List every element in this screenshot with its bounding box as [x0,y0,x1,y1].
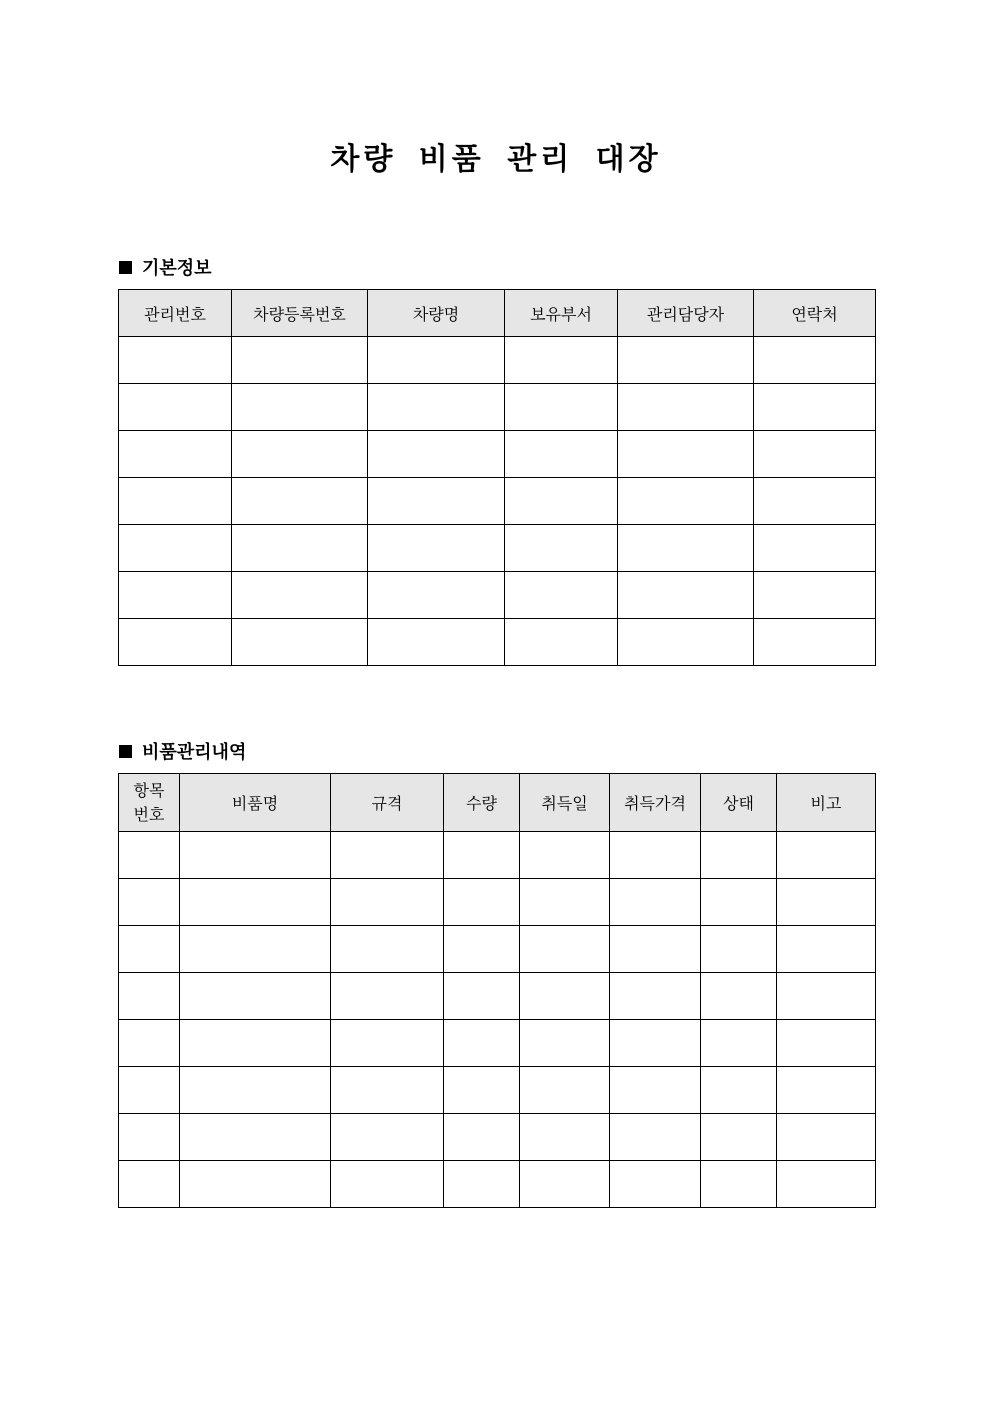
table-cell[interactable] [754,619,876,666]
column-header-acquisition-price: 취득가격 [610,774,701,832]
table-cell[interactable] [618,384,754,431]
table-cell[interactable] [119,525,232,572]
basic-info-row [119,525,876,572]
table-cell[interactable] [331,926,444,973]
basic-info-header-row [119,290,876,337]
column-header-manager: 관리담당자 [618,290,754,337]
table-cell[interactable] [232,478,368,525]
table-cell[interactable] [701,926,777,973]
table-cell[interactable] [444,1114,520,1161]
items-row [119,1020,876,1067]
basic-info-row [119,478,876,525]
table-cell[interactable] [119,431,232,478]
items-heading-label: 비품관리내역 [142,742,247,763]
basic-info-row [119,384,876,431]
items-header-row [119,774,876,832]
table-cell[interactable] [444,926,520,973]
table-cell[interactable] [331,1114,444,1161]
table-cell[interactable] [505,572,618,619]
table-cell[interactable] [368,478,505,525]
table-cell[interactable] [520,1161,610,1208]
column-header-management-number: 관리번호 [119,290,232,337]
items-row [119,1114,876,1161]
table-cell[interactable] [701,879,777,926]
table-cell[interactable] [610,1161,701,1208]
table-cell[interactable] [754,572,876,619]
table-cell[interactable] [610,926,701,973]
table-cell[interactable] [520,832,610,879]
table-cell[interactable] [119,973,180,1020]
column-header-specification: 규격 [331,774,444,832]
table-cell[interactable] [701,973,777,1020]
table-cell[interactable] [777,1020,876,1067]
table-cell[interactable] [701,1067,777,1114]
table-cell[interactable] [368,525,505,572]
items-row [119,1067,876,1114]
basic-info-row [119,572,876,619]
table-cell[interactable] [119,1161,180,1208]
table-cell[interactable] [180,926,331,973]
items-table [118,773,876,1208]
table-cell[interactable] [520,1020,610,1067]
column-header-vehicle-name: 차량명 [368,290,505,337]
table-cell[interactable] [180,1020,331,1067]
table-cell[interactable] [618,431,754,478]
table-cell[interactable] [119,926,180,973]
table-cell[interactable] [610,1067,701,1114]
table-cell[interactable] [331,1161,444,1208]
items-heading [119,738,246,764]
items-row [119,1161,876,1208]
table-cell[interactable] [520,1067,610,1114]
table-cell[interactable] [331,1067,444,1114]
table-cell[interactable] [180,1161,331,1208]
table-cell[interactable] [754,384,876,431]
table-cell[interactable] [505,619,618,666]
table-cell[interactable] [777,926,876,973]
table-cell[interactable] [777,1161,876,1208]
table-cell[interactable] [618,525,754,572]
table-cell[interactable] [618,619,754,666]
column-header-quantity: 수량 [444,774,520,832]
table-cell[interactable] [610,879,701,926]
table-cell[interactable] [368,337,505,384]
table-cell[interactable] [119,337,232,384]
table-cell[interactable] [444,832,520,879]
table-cell[interactable] [232,525,368,572]
table-cell[interactable] [777,879,876,926]
table-cell[interactable] [610,1114,701,1161]
table-cell[interactable] [119,1114,180,1161]
table-cell[interactable] [331,879,444,926]
table-cell[interactable] [505,525,618,572]
items-row [119,926,876,973]
table-cell[interactable] [618,337,754,384]
column-header-contact: 연락처 [754,290,876,337]
table-cell[interactable] [520,926,610,973]
table-cell[interactable] [610,832,701,879]
table-cell[interactable] [610,973,701,1020]
page-title: 차량 비품 관리 대장 [330,142,662,177]
table-cell[interactable] [777,832,876,879]
table-cell[interactable] [444,1161,520,1208]
basic-info-row [119,431,876,478]
basic-info-row [119,337,876,384]
column-header-item-name: 비품명 [180,774,331,832]
table-cell[interactable] [331,832,444,879]
table-cell[interactable] [505,431,618,478]
column-header-remarks: 비고 [777,774,876,832]
table-cell[interactable] [777,973,876,1020]
table-cell[interactable] [701,832,777,879]
table-cell[interactable] [331,973,444,1020]
table-cell[interactable] [777,1067,876,1114]
table-cell[interactable] [754,337,876,384]
items-row [119,832,876,879]
items-row [119,973,876,1020]
table-cell[interactable] [331,1020,444,1067]
table-cell[interactable] [754,478,876,525]
column-header-owning-department: 보유부서 [505,290,618,337]
table-cell[interactable] [505,384,618,431]
table-cell[interactable] [610,1020,701,1067]
table-cell[interactable] [520,973,610,1020]
table-cell[interactable] [520,879,610,926]
table-cell[interactable] [232,337,368,384]
table-cell[interactable] [701,1020,777,1067]
square-bullet-icon [119,261,132,274]
table-cell[interactable] [180,973,331,1020]
table-cell[interactable] [444,973,520,1020]
table-cell[interactable] [777,1114,876,1161]
table-cell[interactable] [368,384,505,431]
table-cell[interactable] [232,384,368,431]
table-cell[interactable] [119,478,232,525]
table-cell[interactable] [505,337,618,384]
table-cell[interactable] [232,431,368,478]
table-cell[interactable] [618,478,754,525]
square-bullet-icon [119,745,132,758]
basic-info-heading [119,254,212,280]
table-cell[interactable] [444,1067,520,1114]
basic-info-table [118,289,876,666]
table-cell[interactable] [368,619,505,666]
table-cell[interactable] [368,431,505,478]
table-cell[interactable] [754,431,876,478]
table-cell[interactable] [505,478,618,525]
table-cell[interactable] [180,879,331,926]
column-header-status: 상태 [701,774,777,832]
table-cell[interactable] [180,1067,331,1114]
items-row [119,879,876,926]
table-cell[interactable] [119,832,180,879]
basic-info-heading-label: 기본정보 [142,258,212,279]
column-header-item-number: 항목 번호 [119,774,180,832]
table-cell[interactable] [368,572,505,619]
table-cell[interactable] [119,1020,180,1067]
table-cell[interactable] [119,1067,180,1114]
table-cell[interactable] [119,384,232,431]
table-cell[interactable] [119,572,232,619]
table-cell[interactable] [520,1114,610,1161]
table-cell[interactable] [444,1020,520,1067]
table-cell[interactable] [754,525,876,572]
table-cell[interactable] [119,619,232,666]
table-cell[interactable] [180,1114,331,1161]
column-header-vehicle-registration-number: 차량등록번호 [232,290,368,337]
table-cell[interactable] [618,572,754,619]
table-cell[interactable] [232,619,368,666]
table-cell[interactable] [701,1161,777,1208]
table-cell[interactable] [232,572,368,619]
table-cell[interactable] [180,832,331,879]
basic-info-row [119,619,876,666]
column-header-acquisition-date: 취득일 [520,774,610,832]
table-cell[interactable] [701,1114,777,1161]
table-cell[interactable] [119,879,180,926]
table-cell[interactable] [444,879,520,926]
